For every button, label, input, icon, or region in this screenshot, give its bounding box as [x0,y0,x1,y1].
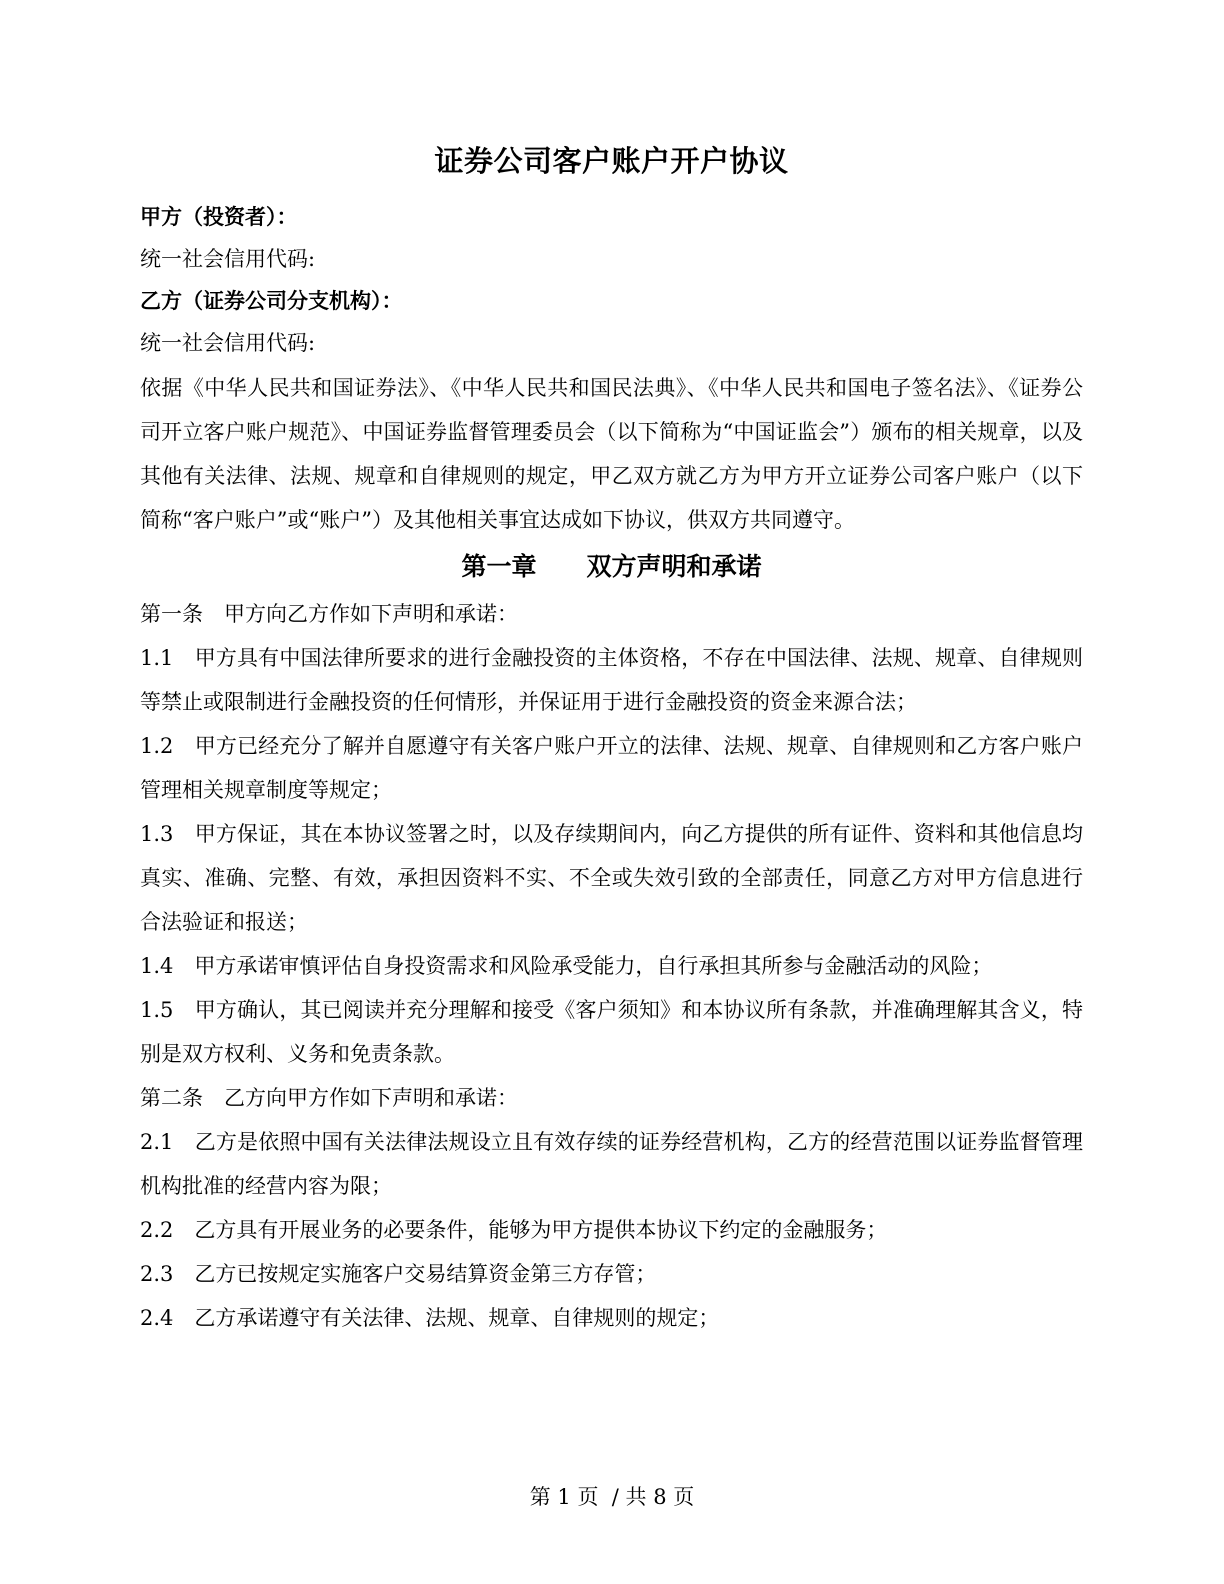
clause-2-3: 2.3 乙方已按规定实施客户交易结算资金第三方存管； [140,1262,657,1286]
clause-1-1: 1.1 甲方具有中国法律所要求的进行金融投资的主体资格，不存在中国法律、法规、规章、自律规则等禁止或限制进行金融投资的任何情形，并保证用于进行金融投资的资金来源合法； [140,646,1083,714]
page-footer: 第 1 页 / 共 8 页 [529,1485,695,1509]
party-b-label: 乙方（证券公司分支机构）： [140,289,403,313]
party-a-label: 甲方（投资者）： [140,205,298,229]
party-a-credit-code: 统一社会信用代码: [140,247,316,271]
clause-2-2: 2.2 乙方具有开展业务的必要条件，能够为甲方提供本协议下约定的金融服务； [140,1218,888,1242]
chapter-heading-1: 第一章 双方声明和承诺 [461,552,762,581]
article-heading-1: 第一条 甲方向乙方作如下声明和承诺： [140,602,518,626]
preamble-paragraph: 依据《中华人民共和国证券法》、《中华人民共和国民法典》、《中华人民共和国电子签名法》、《证券公司开立客户账户规范》、中国证券监督管理委员会（以下简称为“中国证监会”）颁布的相关规章，以及其他有关法律、法规、规章和自律规则的规定，甲乙双方就乙方为甲方开立证券公司客户账户（以下简称“客户账户”或“账户”）及其他相关事宜达成如下协议，供双方共同遵守。 [140,376,1083,532]
document-body [140,0,1083,1340]
clause-2-4: 2.4 乙方承诺遵守有关法律、法规、规章、自律规则的规定； [140,1306,720,1330]
clause-2-1: 2.1 乙方是依照中国有关法律法规设立且有效存续的证券经营机构，乙方的经营范围以证券监督管理机构批准的经营内容为限； [140,1130,1083,1198]
clause-1-5: 1.5 甲方确认，其已阅读并充分理解和接受《客户须知》和本协议所有条款，并准确理解其含义，特别是双方权利、义务和免责条款。 [140,998,1083,1066]
page-title: 证券公司客户账户开户协议 [434,144,789,178]
article-heading-2: 第二条 乙方向甲方作如下声明和承诺： [140,1086,518,1110]
party-b-credit-code: 统一社会信用代码: [140,331,316,355]
clause-1-2: 1.2 甲方已经充分了解并自愿遵守有关客户账户开立的法律、法规、规章、自律规则和乙方客户账户管理相关规章制度等规定； [140,734,1083,802]
clause-1-3: 1.3 甲方保证，其在本协议签署之时，以及存续期间内，向乙方提供的所有证件、资料和其他信息均真实、准确、完整、有效，承担因资料不实、不全或失效引致的全部责任，同意乙方对甲方信息进行合法验证和报送； [140,822,1083,934]
clause-1-4: 1.4 甲方承诺审慎评估自身投资需求和风险承受能力，自行承担其所参与金融活动的风险； [140,954,993,978]
